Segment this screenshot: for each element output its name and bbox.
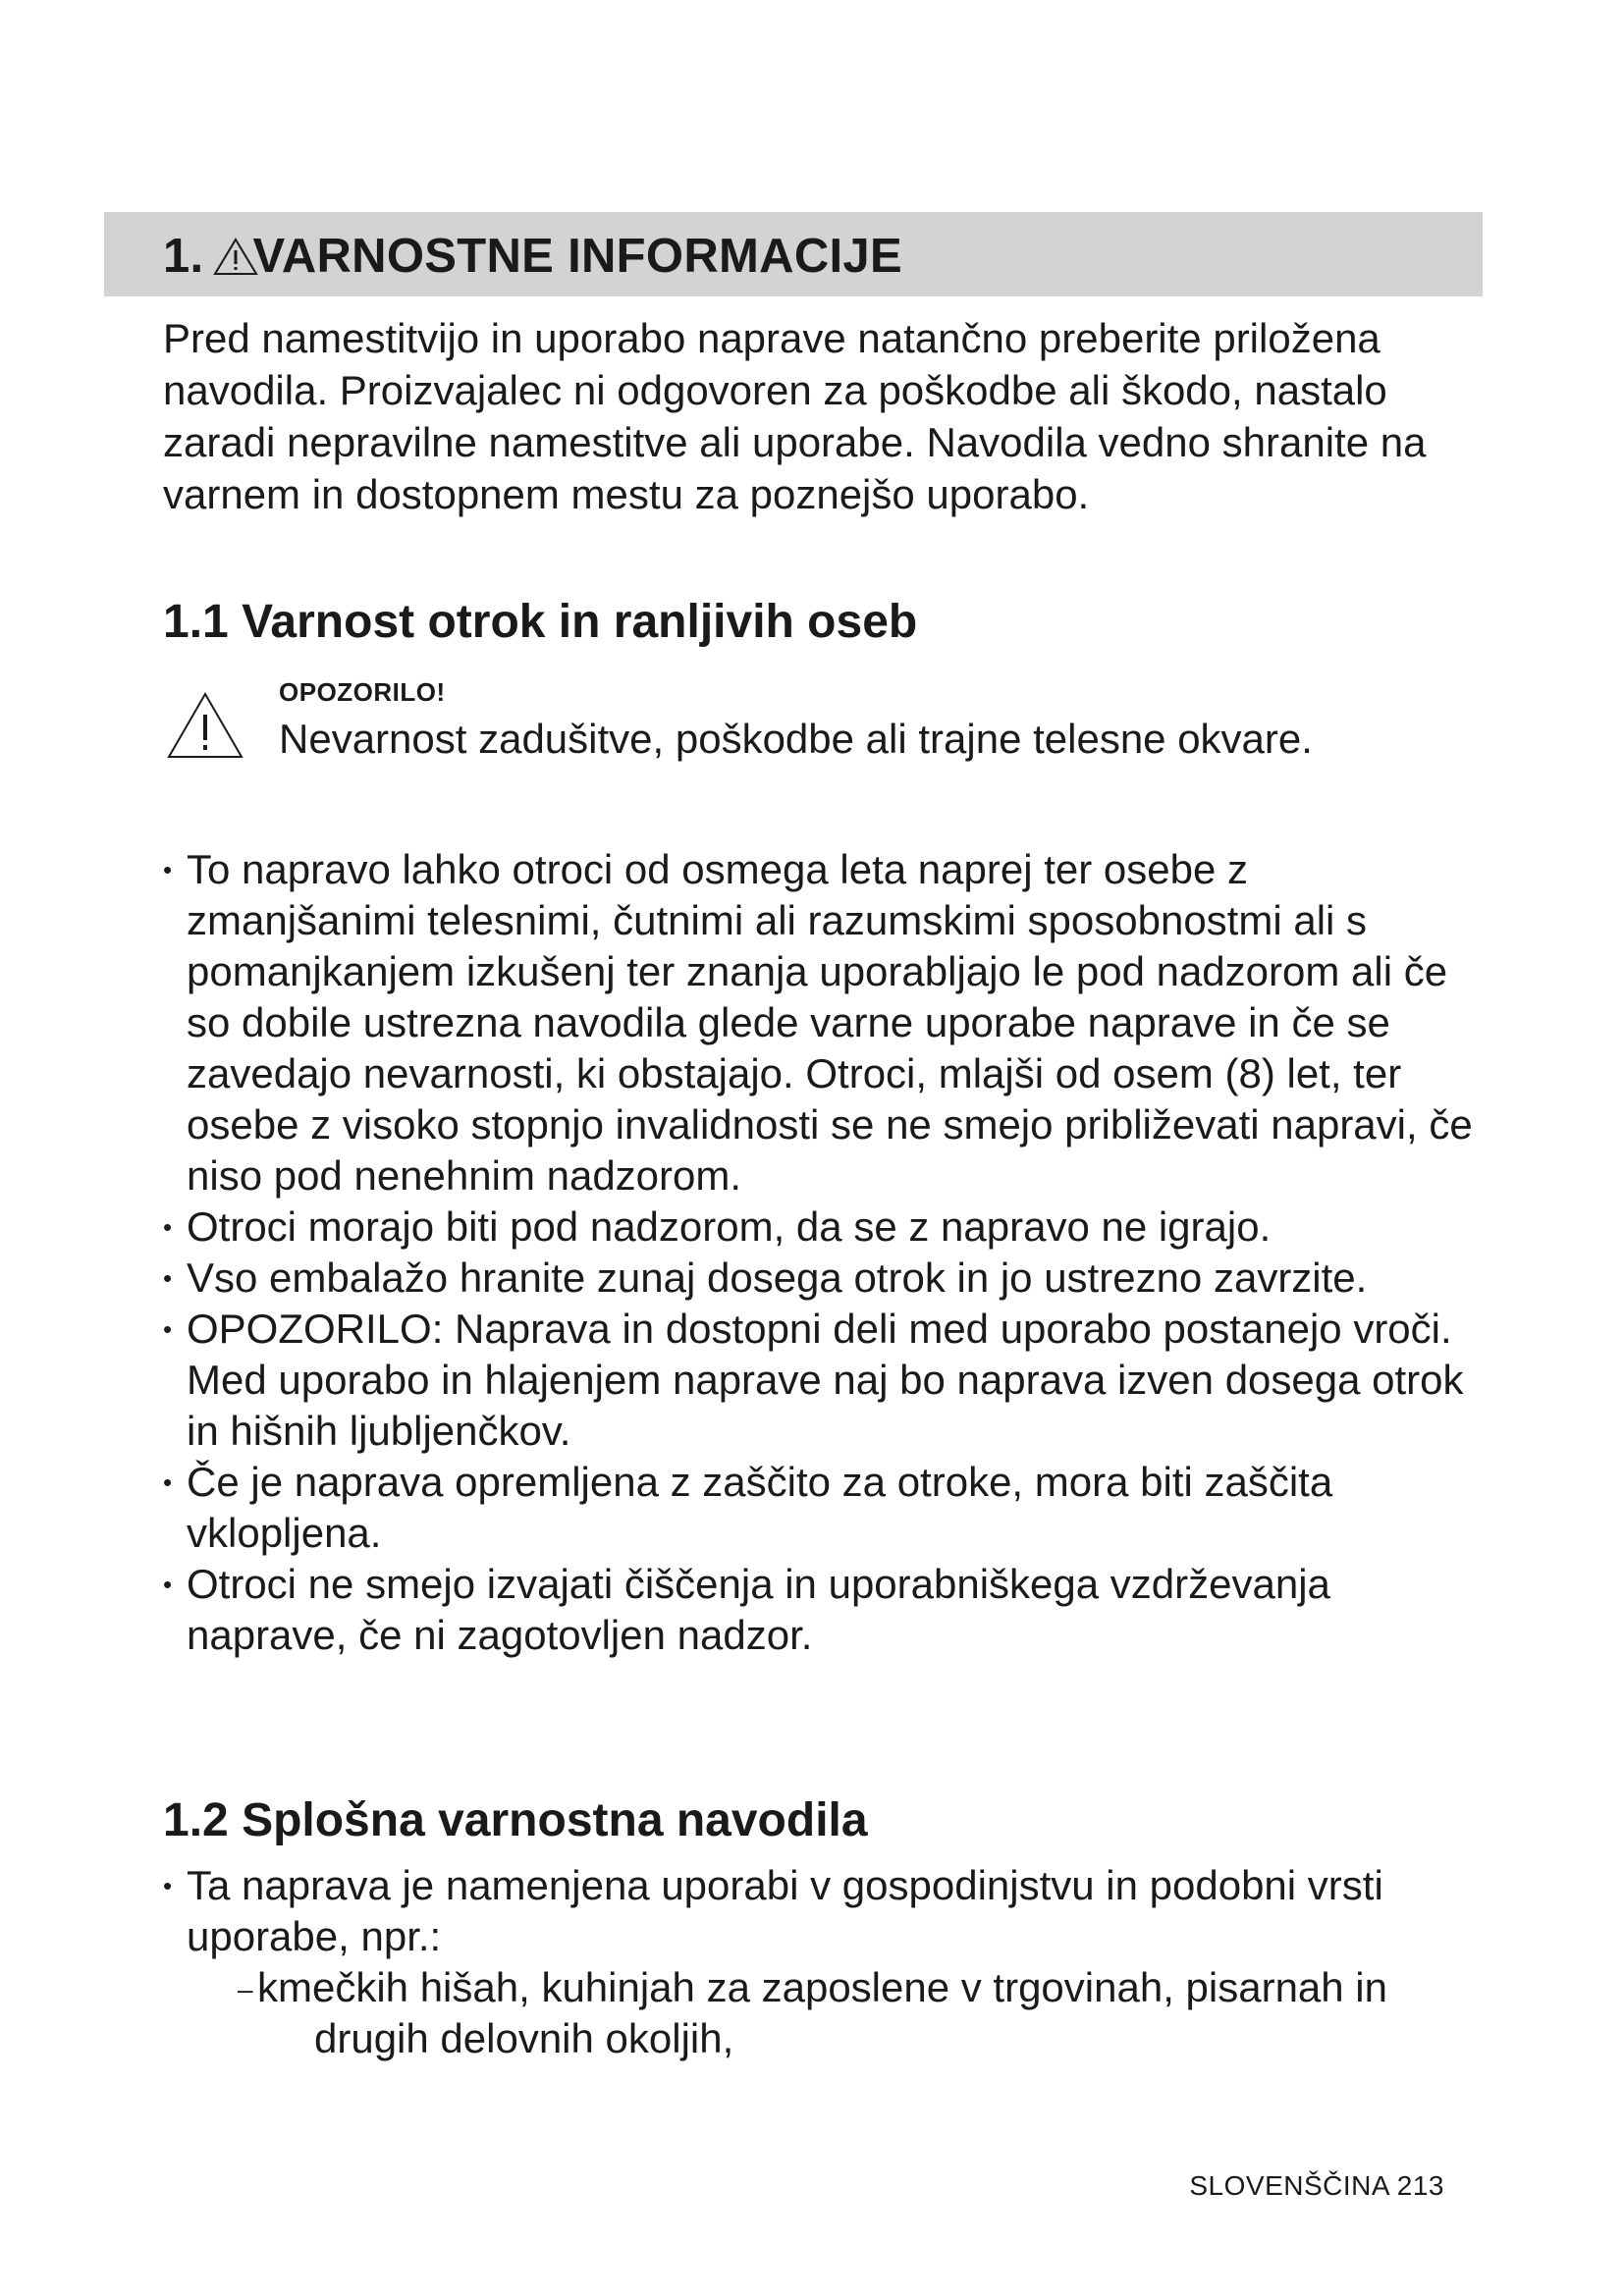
warning-block bbox=[163, 677, 1439, 825]
intro-paragraph bbox=[163, 312, 1479, 520]
sub-list bbox=[187, 1962, 1479, 2064]
list-item-text: Ta naprava je namenjena uporabi v gospodinjstvu in podobni vrsti uporabe, npr.: bbox=[187, 1862, 1383, 1959]
sub-list-item bbox=[187, 1962, 1479, 2064]
list-item bbox=[163, 1253, 1479, 1304]
list-item-text: To napravo lahko otroci od osmega leta naprej ter osebe z zmanjšanimi telesnimi, čutnimi ali razumskimi sposobnostmi ali s pomanjkanjem izkušenj ter znanja uporabljajo le pod nadzorom ali če so dobile ustrezna navodila glede varne uporabe naprave in če se zavedajo nevarnosti, ki obstajajo. Otroci, mlajši od osem (8) let, ter osebe z visoko stopnjo invalidnosti se ne smejo približevati napravi, če niso pod nenehnim nadzorom. bbox=[187, 846, 1473, 1199]
bullet-icon: • bbox=[163, 1570, 173, 1599]
list-item bbox=[163, 1559, 1479, 1661]
bullet-icon: • bbox=[163, 1468, 173, 1497]
list-item-text: Otroci morajo biti pod nadzorom, da se z napravo ne igrajo. bbox=[187, 1203, 1272, 1250]
warning-triangle-icon bbox=[167, 691, 244, 760]
section-title-text: VARNOSTNE INFORMACIJE bbox=[252, 230, 902, 283]
subsection-heading-child-safety: 1.1 Varnost otrok in ranljivih oseb bbox=[163, 596, 918, 648]
bullet-icon: • bbox=[163, 1212, 173, 1242]
child-safety-list bbox=[163, 844, 1479, 1661]
bullet-icon: • bbox=[163, 855, 173, 884]
page-footer-label: SLOVENŠČINA 213 bbox=[1189, 2170, 1444, 2201]
list-item bbox=[163, 1201, 1479, 1253]
intro-text: Pred namestitvijo in uporabo naprave natančno preberite priložena navodila. Proizvajalec ni odgovoren za poškodbe ali škodo, nastalo zaradi nepravilne namestitve ali uporabe. Navodila vedno shranite na varnem in dostopnem mestu za poznejšo uporabo. bbox=[163, 315, 1427, 517]
list-item bbox=[163, 1457, 1479, 1559]
sub-list-item-text: kmečkih hišah, kuhinjah za zaposlene v trgovinah, pisarnah in drugih delovnih okoljih, bbox=[257, 1964, 1388, 2061]
bullet-icon: • bbox=[163, 1871, 173, 1900]
section-number: 1. bbox=[163, 230, 204, 283]
list-item-text: OPOZORILO: Naprava in dostopni deli med uporabo postanejo vroči. Med uporabo in hlajenjem naprave naj bo naprava izven dosega otrok in hišnih ljubljenčkov. bbox=[187, 1306, 1464, 1454]
warning-text: Nevarnost zadušitve, poškodbe ali trajne telesne okvare. bbox=[279, 716, 1313, 762]
dash-icon: – bbox=[238, 1974, 253, 2004]
list-item bbox=[163, 844, 1479, 1201]
section-title bbox=[163, 229, 902, 288]
list-item-text: Otroci ne smejo izvajati čiščenja in uporabniškega vzdrževanja naprave, če ni zagotovljen nadzor. bbox=[187, 1561, 1330, 1658]
subsection-heading-general-safety: 1.2 Splošna varnostna navodila bbox=[163, 1794, 868, 1846]
list-item bbox=[163, 1860, 1479, 2064]
general-safety-list bbox=[163, 1860, 1479, 2064]
bullet-icon: • bbox=[163, 1314, 173, 1344]
list-item bbox=[163, 1304, 1479, 1457]
warning-label: OPOZORILO! bbox=[279, 677, 446, 707]
bullet-icon: • bbox=[163, 1263, 173, 1293]
list-item-text: Vso embalažo hranite zunaj dosega otrok in jo ustrezno zavrzite. bbox=[187, 1255, 1368, 1301]
list-item-text: Če je naprava opremljena z zaščito za otroke, mora biti zaščita vklopljena. bbox=[187, 1459, 1333, 1556]
